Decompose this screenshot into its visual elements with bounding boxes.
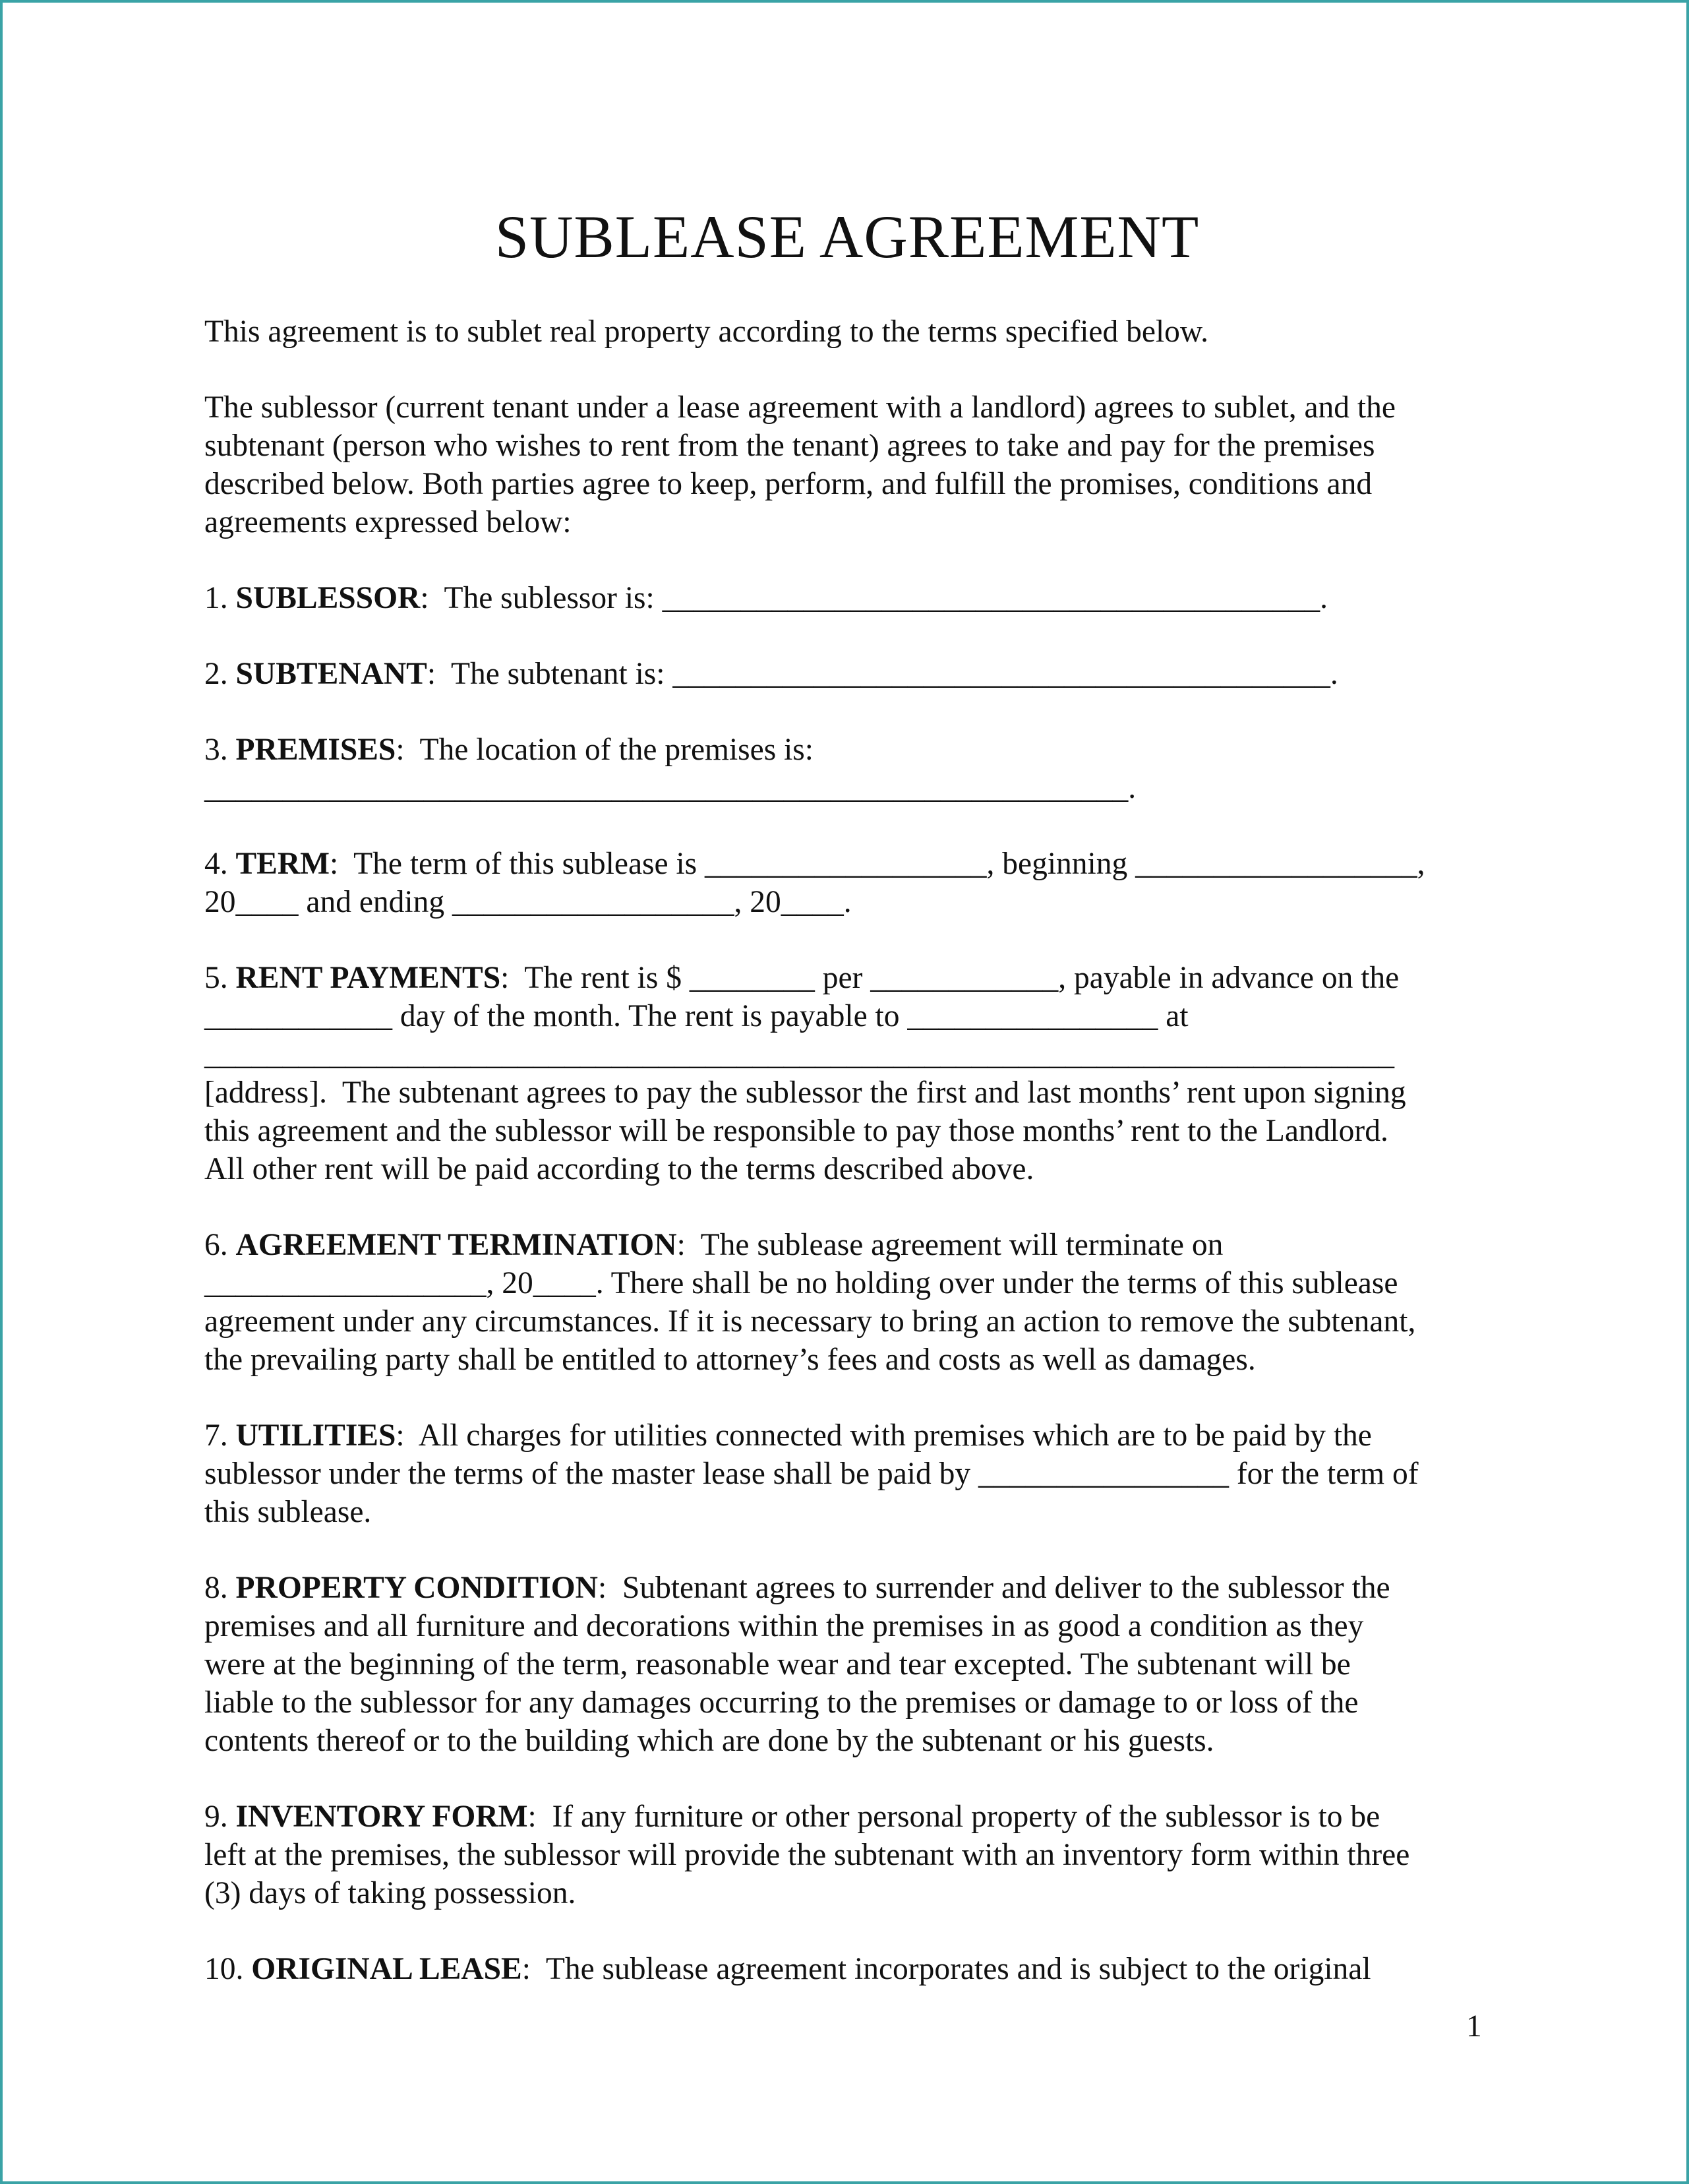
section-first-line bbox=[204, 655, 1506, 693]
section-heading: AGREEMENT TERMINATION bbox=[235, 1228, 677, 1262]
section-2 bbox=[204, 655, 1506, 693]
section-number: 5. bbox=[204, 961, 236, 995]
section-9 bbox=[204, 1798, 1506, 1912]
section-heading: UTILITIES bbox=[235, 1418, 396, 1453]
section-colon: : bbox=[527, 1800, 552, 1834]
intro-paragraph bbox=[204, 313, 1506, 351]
section-colon: : bbox=[521, 1952, 546, 1986]
section-heading: TERM bbox=[235, 847, 330, 881]
section-3 bbox=[204, 731, 1506, 807]
section-list bbox=[204, 579, 1506, 1988]
section-7 bbox=[204, 1416, 1506, 1531]
section-number: 3. bbox=[204, 733, 236, 767]
section-number: 10. bbox=[204, 1952, 252, 1986]
section-text: The location of the premises is: bbox=[419, 733, 814, 767]
page-title: SUBLEASE AGREEMENT bbox=[494, 203, 1200, 270]
section-first-line bbox=[204, 579, 1506, 617]
section-text: The rent is $ ________ per ____________, payable in advance on the bbox=[524, 961, 1400, 995]
section-number: 9. bbox=[204, 1800, 236, 1834]
section-4 bbox=[204, 845, 1506, 921]
section-colon: : bbox=[427, 657, 451, 691]
section-line: __________________, 20____. There shall be no holding over under the terms of this sublease bbox=[204, 1266, 1398, 1300]
section-first-line bbox=[204, 1416, 1506, 1455]
section-line: liable to the sublessor for any damages occurring to the premises or damage to or loss of the bbox=[204, 1685, 1359, 1720]
section-text: The term of this sublease is __________________, beginning __________________, bbox=[353, 847, 1425, 881]
section-10 bbox=[204, 1950, 1506, 1988]
section-heading: PROPERTY CONDITION bbox=[235, 1571, 598, 1605]
section-line: sublessor under the terms of the master lease shall be paid by ________________ for the term of bbox=[204, 1457, 1419, 1491]
section-text: The sublease agreement incorporates and is subject to the original bbox=[545, 1952, 1371, 1986]
section-line: [address]. The subtenant agrees to pay the sublessor the first and last months’ rent upon signing bbox=[204, 1076, 1406, 1110]
section-number: 6. bbox=[204, 1228, 236, 1262]
section-line: ____________________________________________________________________________ bbox=[204, 1037, 1394, 1072]
section-first-line bbox=[204, 1226, 1506, 1264]
section-line: this agreement and the sublessor will be responsible to pay those months’ rent to the Landlord. bbox=[204, 1114, 1388, 1148]
section-number: 4. bbox=[204, 847, 236, 881]
section-8 bbox=[204, 1569, 1506, 1760]
section-first-line bbox=[204, 1798, 1506, 1836]
section-number: 8. bbox=[204, 1571, 236, 1605]
section-text: Subtenant agrees to surrender and deliver to the sublessor the bbox=[622, 1571, 1390, 1605]
section-line: contents thereof or to the building which are done by the subtenant or his guests. bbox=[204, 1724, 1214, 1758]
section-line: ___________________________________________________________. bbox=[204, 771, 1137, 805]
section-line: (3) days of taking possession. bbox=[204, 1876, 576, 1910]
section-text: The subtenant is: __________________________________________. bbox=[450, 657, 1338, 691]
document-body bbox=[204, 313, 1506, 2026]
section-colon: : bbox=[597, 1571, 622, 1605]
section-heading: RENT PAYMENTS bbox=[235, 961, 501, 995]
intro-line: This agreement is to sublet real property according to the terms specified below. bbox=[204, 315, 1209, 349]
section-line: this sublease. bbox=[204, 1495, 372, 1529]
section-6 bbox=[204, 1226, 1506, 1379]
section-colon: : bbox=[396, 1418, 419, 1453]
section-first-line bbox=[204, 959, 1506, 997]
section-text: If any furniture or other personal property of the sublessor is to be bbox=[552, 1800, 1380, 1834]
section-colon: : bbox=[396, 733, 420, 767]
section-heading: INVENTORY FORM bbox=[235, 1800, 528, 1834]
section-colon: : bbox=[420, 581, 444, 615]
section-colon: : bbox=[330, 847, 354, 881]
preamble-line: The sublessor (current tenant under a lease agreement with a landlord) agrees to sublet, and the bbox=[204, 390, 1396, 425]
section-line: 20____ and ending __________________, 20____. bbox=[204, 885, 852, 919]
section-line: the prevailing party shall be entitled to attorney’s fees and costs as well as damages. bbox=[204, 1343, 1256, 1377]
section-heading: ORIGINAL LEASE bbox=[251, 1952, 522, 1986]
preamble-line: described below. Both parties agree to keep, perform, and fulfill the promises, conditions and bbox=[204, 467, 1373, 501]
section-heading: SUBLESSOR bbox=[235, 581, 421, 615]
section-colon: : bbox=[676, 1228, 701, 1262]
section-heading: SUBTENANT bbox=[235, 657, 427, 691]
section-text: All charges for utilities connected with premises which are to be paid by the bbox=[418, 1418, 1372, 1453]
section-first-line bbox=[204, 731, 1506, 769]
preamble-paragraph bbox=[204, 388, 1506, 541]
section-line: agreement under any circumstances. If it is necessary to bring an action to remove the subtenant, bbox=[204, 1304, 1416, 1339]
section-colon: : bbox=[500, 961, 525, 995]
section-line: left at the premises, the sublessor will provide the subtenant with an inventory form within three bbox=[204, 1838, 1410, 1872]
section-text: The sublease agreement will terminate on bbox=[700, 1228, 1224, 1262]
section-number: 1. bbox=[204, 581, 236, 615]
section-number: 2. bbox=[204, 657, 236, 691]
section-text: The sublessor is: __________________________________________. bbox=[444, 581, 1328, 615]
preamble-line: agreements expressed below: bbox=[204, 505, 572, 539]
section-first-line bbox=[204, 1569, 1506, 1607]
page-number: 1 bbox=[1466, 2009, 1482, 2044]
section-line: ____________ day of the month. The rent is payable to ________________ at bbox=[204, 999, 1189, 1033]
section-line: premises and all furniture and decorations within the premises in as good a condition as they bbox=[204, 1609, 1364, 1643]
section-1 bbox=[204, 579, 1506, 617]
section-5 bbox=[204, 959, 1506, 1188]
section-first-line bbox=[204, 845, 1506, 883]
section-line: were at the beginning of the term, reasonable wear and tear excepted. The subtenant will be bbox=[204, 1647, 1351, 1682]
section-line: All other rent will be paid according to the terms described above. bbox=[204, 1152, 1034, 1186]
section-number: 7. bbox=[204, 1418, 236, 1453]
section-first-line bbox=[204, 1950, 1506, 1988]
section-heading: PREMISES bbox=[235, 733, 396, 767]
preamble-line: subtenant (person who wishes to rent from the tenant) agrees to take and pay for the premises bbox=[204, 429, 1375, 463]
